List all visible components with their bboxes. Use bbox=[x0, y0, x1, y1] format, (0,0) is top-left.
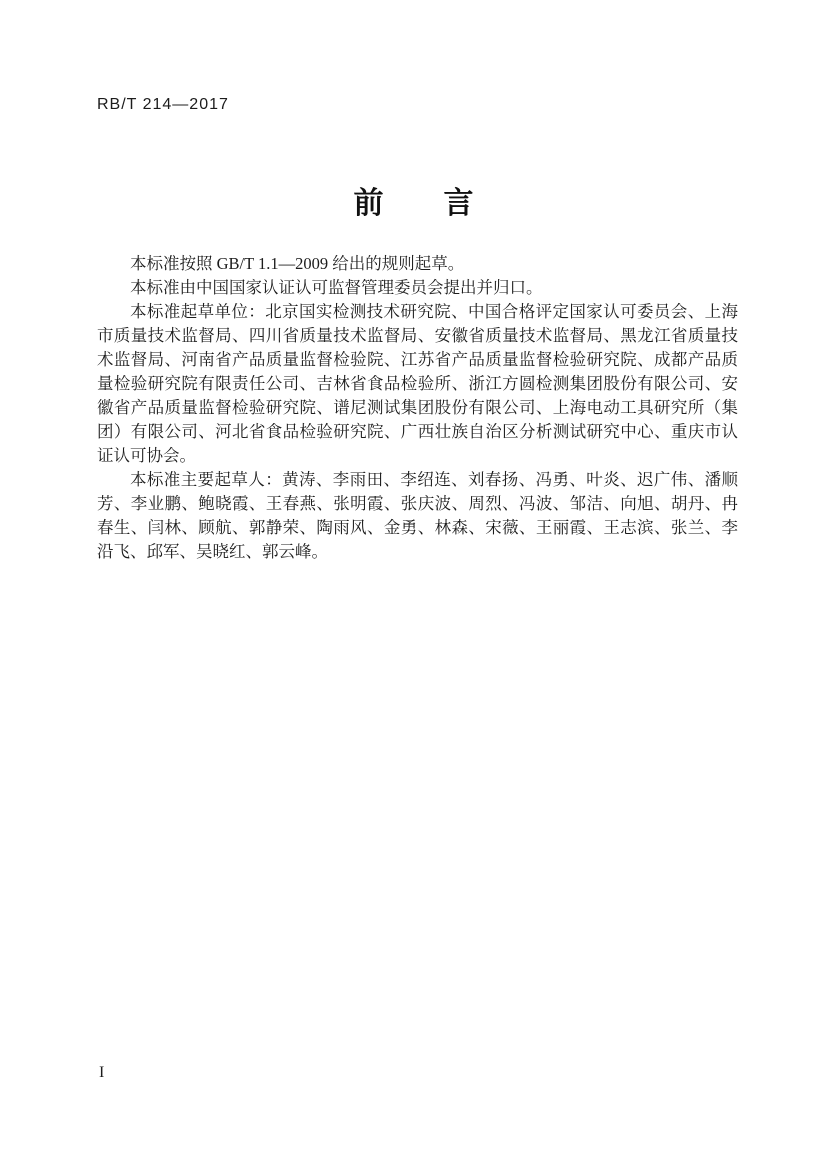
page-number: I bbox=[99, 1064, 105, 1081]
foreword-title: 前 言 bbox=[353, 187, 474, 220]
paragraph-main-drafters: 本标准主要起草人：黄涛、李雨田、李绍连、刘春扬、冯勇、叶炎、迟广伟、潘顺芳、李业鹏、鲍晓霞、王春燕、张明霞、张庆波、周烈、冯波、邹洁、向旭、胡丹、冉春生、闫林、顾航、郭静荣、陶雨风、金勇、林森、宋薇、王丽霞、王志滨、张兰、李沿飞、邱军、吴晓红、郭云峰。 bbox=[97, 470, 738, 561]
standard-number-header: RB/T 214—2017 bbox=[97, 96, 229, 113]
paragraph-drafting-rule: 本标准按照 GB/T 1.1—2009 给出的规则起草。 bbox=[130, 254, 465, 273]
foreword-body bbox=[97, 252, 738, 564]
paragraph-proposed-by: 本标准由中国国家认证认可监督管理委员会提出并归口。 bbox=[130, 278, 543, 297]
paragraph-drafting-organizations: 本标准起草单位：北京国实检测技术研究院、中国合格评定国家认可委员会、上海市质量技术监督局、四川省质量技术监督局、安徽省质量技术监督局、黑龙江省质量技术监督局、河南省产品质量监督检验院、江苏省产品质量监督检验研究院、成都产品质量检验研究院有限责任公司、吉林省食品检验所、浙江方圆检测集团股份有限公司、安徽省产品质量监督检验研究院、谱尼测试集团股份有限公司、上海电动工具研究所（集团）有限公司、河北省食品检验研究院、广西壮族自治区分析测试研究中心、重庆市认证认可协会。 bbox=[97, 302, 738, 465]
